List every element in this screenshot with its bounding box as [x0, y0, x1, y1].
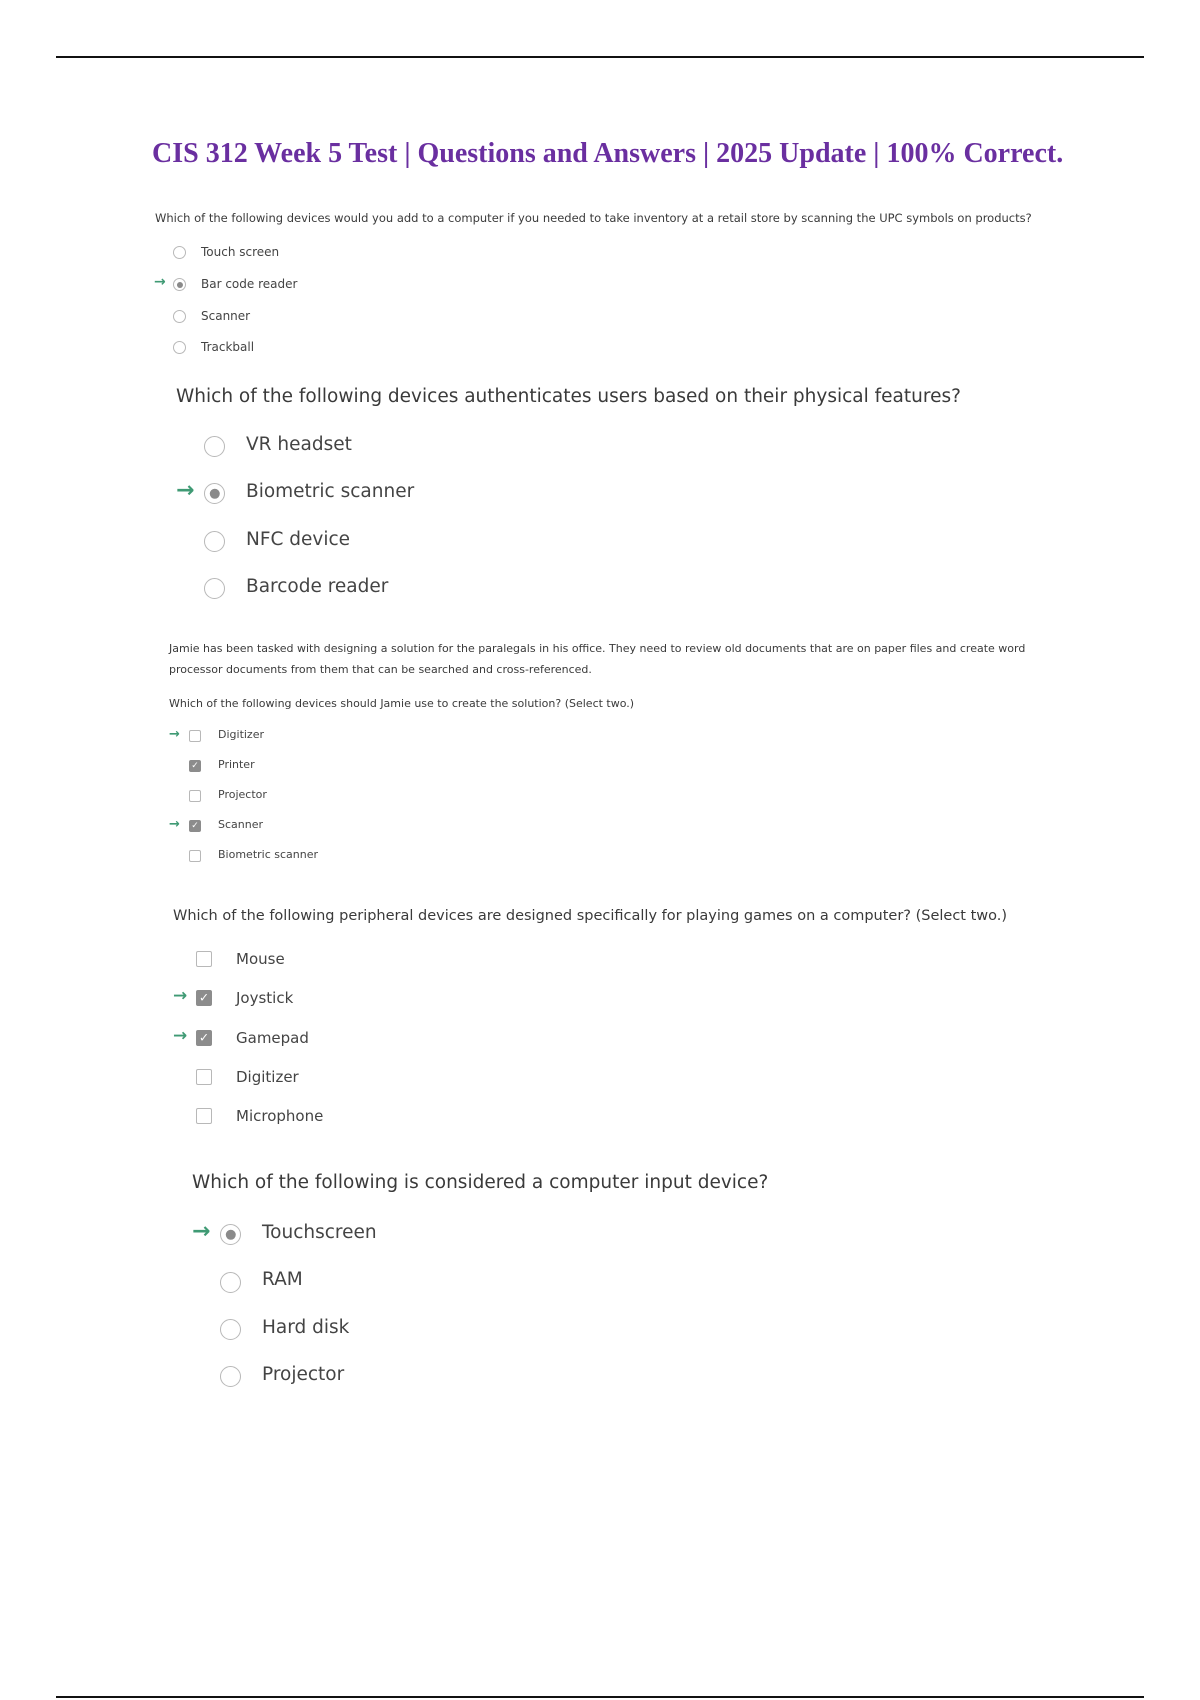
question-3-prompt: Which of the following devices should Jamie use to create the solution? (Select two.)	[169, 697, 635, 710]
option-label: Bar code reader	[201, 277, 298, 291]
top-rule	[56, 56, 1144, 58]
checkbox-checked[interactable]	[196, 1030, 212, 1046]
option-label: Microphone	[236, 1107, 324, 1125]
arrow-right-icon: →	[154, 274, 166, 290]
option-label: Scanner	[201, 309, 251, 323]
radio-button[interactable]	[220, 1319, 241, 1340]
question-3-context-line-2: processor documents from them that can be searched and cross-referenced.	[169, 663, 592, 676]
option-label: Mouse	[236, 950, 285, 968]
radio-button-selected[interactable]	[220, 1224, 241, 1245]
radio-button[interactable]	[220, 1272, 241, 1293]
radio-button[interactable]	[173, 310, 186, 323]
radio-button[interactable]	[173, 341, 186, 354]
arrow-right-icon: →	[173, 1026, 188, 1046]
arrow-right-icon: →	[176, 478, 195, 503]
radio-button-selected[interactable]	[204, 483, 225, 504]
checkbox-checked[interactable]	[196, 990, 212, 1006]
page-title: CIS 312 Week 5 Test | Questions and Answers | 2025 Update | 100% Correct.	[152, 138, 1064, 169]
arrow-right-icon: →	[173, 986, 188, 1006]
radio-button[interactable]	[204, 531, 225, 552]
question-3-context-line-1: Jamie has been tasked with designing a solution for the paralegals in his office. They need to review old documents that are on paper files and create word	[169, 642, 1026, 655]
checkbox[interactable]	[196, 951, 212, 967]
option-label: Touch screen	[201, 245, 280, 259]
option-label: Digitizer	[218, 728, 264, 741]
option-label: Projector	[218, 788, 267, 801]
question-4-prompt: Which of the following peripheral devices are designed specifically for playing games on a computer? (Select two.)	[173, 908, 1008, 924]
checkbox[interactable]	[196, 1108, 212, 1124]
checkbox[interactable]	[189, 730, 201, 742]
checkbox[interactable]	[189, 790, 201, 802]
radio-button[interactable]	[204, 578, 225, 599]
option-label: Biometric scanner	[246, 481, 415, 502]
question-5-prompt: Which of the following is considered a computer input device?	[192, 1172, 769, 1193]
checkbox-checked[interactable]	[189, 760, 201, 772]
option-label: Scanner	[218, 818, 264, 831]
radio-button[interactable]	[173, 246, 186, 259]
checkbox[interactable]	[196, 1069, 212, 1085]
checkbox[interactable]	[189, 850, 201, 862]
question-2-prompt: Which of the following devices authenticates users based on their physical features?	[176, 386, 961, 407]
option-label: Touchscreen	[262, 1222, 377, 1243]
option-label: Trackball	[201, 340, 255, 354]
question-1-prompt: Which of the following devices would you add to a computer if you needed to take inventory at a retail store by scanning the UPC symbols on products?	[155, 211, 1032, 225]
option-label: Barcode reader	[246, 576, 389, 597]
radio-button[interactable]	[204, 436, 225, 457]
option-label: Digitizer	[236, 1068, 299, 1086]
checkbox-checked[interactable]	[189, 820, 201, 832]
radio-button-selected[interactable]	[173, 278, 186, 291]
option-label: Joystick	[236, 989, 294, 1007]
arrow-right-icon: →	[169, 727, 180, 742]
option-label: Printer	[218, 758, 255, 771]
option-label: Gamepad	[236, 1029, 309, 1047]
arrow-right-icon: →	[169, 817, 180, 832]
option-label: Hard disk	[262, 1317, 350, 1338]
bottom-rule	[56, 1696, 1144, 1698]
option-label: Biometric scanner	[218, 848, 319, 861]
option-label: NFC device	[246, 529, 351, 550]
option-label: VR headset	[246, 434, 352, 455]
arrow-right-icon: →	[192, 1219, 211, 1244]
option-label: RAM	[262, 1269, 303, 1290]
radio-button[interactable]	[220, 1366, 241, 1387]
option-label: Projector	[262, 1364, 345, 1385]
